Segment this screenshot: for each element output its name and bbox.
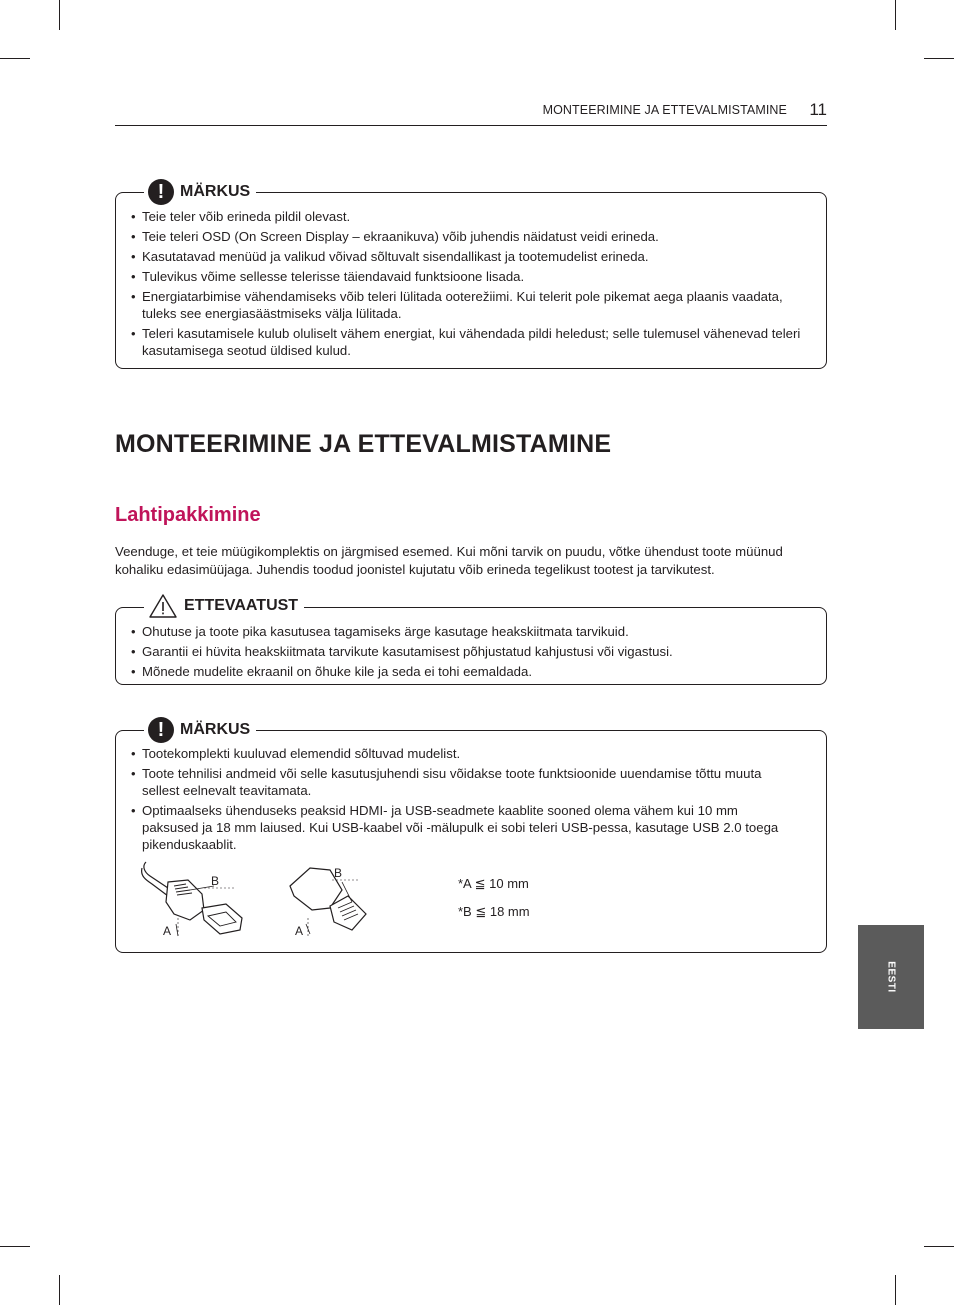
note-title: MÄRKUS: [180, 183, 251, 200]
list-item: • Ohutuse ja toote pika kasutusea tagamiseks ärge kasutage heakskiitmata tarvikuid.: [118, 623, 812, 640]
crop-mark: [59, 0, 60, 30]
intro-paragraph: Veenduge, et teie müügikomplektis on järgmised esemed. Kui mõni tarvik on puudu, võtke ühendust toote müünud kohaliku edasimüüjaga. Juhendis toodud joonistel kujutatu võib erineda tegelikust tootest ja tarvikutest.: [115, 544, 783, 577]
dimension-labels: [458, 876, 530, 932]
crop-mark: [0, 58, 30, 59]
note-box: [115, 181, 827, 369]
page-number: 11: [809, 100, 827, 119]
list-item: • Garantii ei hüvita heakskiitmata tarvikute kasutamisest põhjustatud kahjustusi või vigastusi.: [118, 643, 812, 660]
list-item: • Tulevikus võime sellesse telerisse täiendavaid funktsioone lisada.: [118, 268, 812, 285]
list-item: • Teie teleri OSD (On Screen Display – ekraanikuva) võib juhendis näidatust veidi erineda.: [118, 228, 812, 245]
crop-mark: [924, 1246, 954, 1247]
section-subtitle: Lahtipakkimine: [115, 504, 261, 526]
note-header: [144, 177, 256, 207]
running-header: [115, 100, 827, 126]
crop-mark: [924, 58, 954, 59]
exclamation-icon: !: [148, 179, 174, 205]
list-item: • Optimaalseks ühenduseks peaksid HDMI- ja USB-seadmete kaablite sooned olema vähem kui 10 mm paksused ja 18 mm laiused. Kui USB-kaabel või -mälupulk ei sobi teleri USB-pessa, kasutage USB 2.0 toega pikenduskaablit.: [118, 802, 782, 853]
dimension-a: *A ≦ 10 mm: [458, 876, 529, 891]
usb-label-a: A: [295, 924, 304, 938]
list-item: • Teie teler võib erineda pildil olevast.: [118, 208, 812, 225]
list-item: • Energiatarbimise vähendamiseks võib teleri lülitada ooterežiimi. Kui telerit pole pikemat aega plaanis vaadata, tuleks see energiasäästmiseks välja lülitada.: [118, 288, 812, 322]
list-item: • Mõnede mudelite ekraanil on õhuke kile ja seda ei tohi eemaldada.: [118, 663, 812, 680]
hdmi-connector-illustration: [138, 858, 250, 942]
section-title: MONTEERIMINE JA ETTEVALMISTAMINE: [115, 430, 612, 458]
note-title: MÄRKUS: [180, 721, 251, 738]
crop-mark: [895, 0, 896, 30]
exclamation-icon: !: [148, 717, 174, 743]
hdmi-label-b: B: [211, 874, 220, 888]
hdmi-label-a: A: [163, 924, 172, 938]
list-item: • Teleri kasutamisele kulub oluliselt vähem energiat, kui vähendada pildi heledust; selle tulemusel vähenevad teleri kasutamisega seotud üldised kulud.: [118, 325, 812, 359]
note-list: [118, 208, 812, 362]
language-tab: [858, 925, 924, 1029]
crop-mark: [895, 1275, 896, 1305]
crop-mark: [59, 1275, 60, 1305]
running-title: MONTEERIMINE JA ETTEVALMISTAMINE: [542, 103, 787, 117]
list-item: • Kasutatavad menüüd ja valikud võivad sõltuvalt sisendallikast ja tootemudelist erineda.: [118, 248, 812, 265]
caution-list: [118, 623, 812, 683]
caution-box: [115, 597, 827, 685]
dimension-b: *B ≦ 18 mm: [458, 904, 530, 919]
language-tab-label: EESTI: [885, 961, 897, 993]
note-header: [144, 715, 256, 745]
warning-triangle-icon: [148, 593, 178, 619]
caution-title: ETTEVAATUST: [184, 597, 299, 614]
usb-label-b: B: [334, 866, 343, 880]
list-item: • Tootekomplekti kuuluvad elemendid sõltuvad mudelist.: [118, 745, 782, 762]
crop-mark: [0, 1246, 30, 1247]
caution-header: [144, 591, 304, 621]
list-item: • Toote tehnilisi andmeid või selle kasutusjuhendi sisu võidakse toote funktsioonide uuendamise tõttu muuta sellest eelnevalt teavitamata.: [118, 765, 782, 799]
note-list: [118, 745, 782, 853]
